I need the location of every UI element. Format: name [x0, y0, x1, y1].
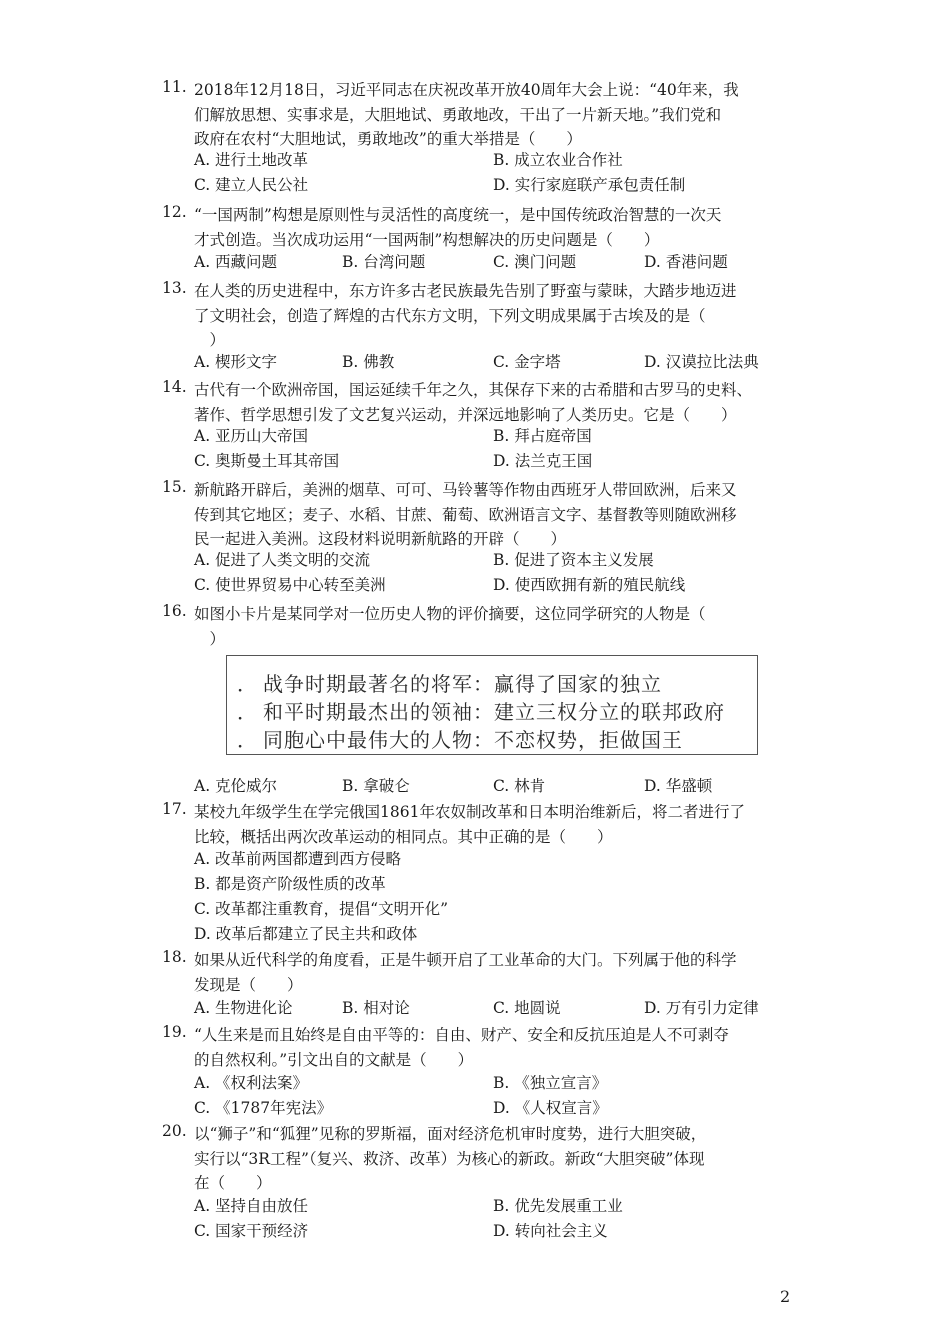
answer-option[interactable]: D. 使西欧拥有新的殖民航线 [493, 576, 686, 594]
question-text-line: 发现是（ ） [194, 975, 303, 994]
answer-option[interactable]: A. 西藏问题 [194, 253, 278, 271]
question-text-line: 在人类的历史进程中，东方许多古老民族最先告别了野蛮与蒙昧，大踏步地迈进 [194, 282, 737, 300]
question-number: 15. [162, 478, 187, 496]
answer-option[interactable]: B. 拜占庭帝国 [493, 427, 592, 445]
question-text-line: 政府在农村“大胆地试，勇敢地改”的重大举措是（ ） [194, 130, 582, 148]
question-text-line: 某校九年级学生在学完俄国1861年农奴制改革和日本明治维新后，将二者进行了 [194, 803, 745, 821]
question-number: 13. [162, 279, 187, 297]
answer-option[interactable]: A. 进行土地改革 [194, 151, 309, 169]
card-bullet: ． [237, 700, 258, 724]
question-number: 18. [162, 948, 187, 966]
question-text-line: ） [194, 629, 226, 648]
question-number: 17. [162, 800, 187, 818]
question-text-line: 了文明社会，创造了辉煌的古代东方文明，下列文明成果属于古埃及的是（ [194, 306, 706, 325]
question-text-line: 实行以“3R工程”（复兴、救济、改革）为核心的新政。新政“大胆突破”体现 [194, 1149, 705, 1168]
answer-option[interactable]: D. 万有引力定律 [644, 999, 759, 1017]
question-text-line: 比较，概括出两次改革运动的相同点。其中正确的是（ ） [194, 827, 613, 846]
answer-option[interactable]: D. 改革后都建立了民主共和政体 [194, 925, 418, 943]
question-text-line: “一国两制”构想是原则性与灵活性的高度统一，是中国传统政治智慧的一次天 [194, 206, 722, 224]
answer-option[interactable]: B. 成立农业合作社 [493, 151, 623, 169]
answer-option[interactable]: A. 亚历山大帝国 [194, 427, 309, 445]
question-text-line: 才式创造。当次成功运用“一国两制”构想解决的历史问题是（ ） [194, 230, 660, 249]
question-number: 11. [162, 78, 187, 96]
answer-option[interactable]: B. 台湾问题 [342, 253, 426, 271]
question-text-line: 新航路开辟后，美洲的烟草、可可、马铃薯等作物由西班牙人带回欧洲，后来又 [194, 481, 737, 499]
question-number: 20. [162, 1122, 187, 1140]
answer-option[interactable]: B. 都是资产阶级性质的改革 [194, 875, 386, 893]
answer-option[interactable]: D. 实行家庭联产承包责任制 [493, 176, 686, 194]
answer-option[interactable]: C. 建立人民公社 [194, 176, 309, 194]
question-text-line: “人生来是而且始终是自由平等的：自由、财产、安全和反抗压迫是人不可剥夺 [194, 1026, 729, 1044]
question-text-line: 传到其它地区；麦子、水稻、甘蔗、葡萄、欧洲语言文字、基督教等则随欧洲移 [194, 505, 737, 524]
question-text-line: 如果从近代科学的角度看，正是牛顿开启了工业革命的大门。下列属于他的科学 [194, 951, 737, 969]
answer-option[interactable]: B. 佛教 [342, 353, 395, 371]
answer-option[interactable]: C. 《1787年宪法》 [194, 1099, 333, 1117]
answer-option[interactable]: C. 澳门问题 [493, 253, 577, 271]
question-text-line: 在（ ） [194, 1174, 272, 1192]
answer-option[interactable]: C. 改革都注重教育，提倡“文明开化” [194, 900, 449, 918]
question-text-line: 著作、哲学思想引发了文艺复兴运动，并深远地影响了人类历史。它是（ ） [194, 405, 737, 424]
answer-option[interactable]: D. 香港问题 [644, 253, 728, 271]
answer-option[interactable]: A. 促进了人类文明的交流 [194, 551, 371, 569]
question-text-line: 如图小卡片是某同学对一位历史人物的评价摘要，这位同学研究的人物是（ [194, 605, 706, 623]
question-number: 19. [162, 1023, 187, 1041]
question-text-line: 2018年12月18日，习近平同志在庆祝改革开放40周年大会上说：“40年来，我 [194, 81, 739, 99]
question-text-line: 的自然权利。”引文出自的文献是（ ） [194, 1050, 474, 1069]
answer-option[interactable]: C. 奥斯曼土耳其帝国 [194, 452, 340, 470]
answer-option[interactable]: C. 林肯 [493, 777, 546, 795]
card-line: ． 战争时期最著名的将军：赢得了国家的独立 [237, 668, 662, 697]
answer-option[interactable]: C. 使世界贸易中心转至美洲 [194, 576, 386, 594]
answer-option[interactable]: A. 楔形文字 [194, 353, 278, 371]
answer-option[interactable]: B. 促进了资本主义发展 [493, 551, 654, 569]
question-number: 12. [162, 203, 187, 221]
answer-option[interactable]: A. 《权利法案》 [194, 1074, 309, 1092]
card-bullet: ． [237, 728, 258, 752]
answer-option[interactable]: B. 优先发展重工业 [493, 1197, 623, 1215]
answer-option[interactable]: D. 法兰克王国 [493, 452, 593, 470]
answer-option[interactable]: C. 国家干预经济 [194, 1222, 309, 1240]
page-number: 2 [780, 1287, 791, 1306]
question-text-line: ） [194, 331, 226, 349]
question-text-line: 以“狮子”和“狐狸”见称的罗斯福，面对经济危机审时度势，进行大胆突破， [194, 1125, 707, 1143]
question-text-line: 古代有一个欧洲帝国，国运延续千年之久，其保存下来的古希腊和古罗马的史料、 [194, 381, 753, 399]
answer-option[interactable]: C. 金字塔 [493, 353, 561, 371]
answer-option[interactable]: A. 生物进化论 [194, 999, 293, 1017]
answer-option[interactable]: A. 克伦威尔 [194, 777, 278, 795]
question-text-line: 民一起进入美洲。这段材料说明新航路的开辟（ ） [194, 530, 567, 548]
question-number: 16. [162, 602, 187, 620]
card-line: ． 和平时期最杰出的领袖：建立三权分立的联邦政府 [237, 696, 725, 725]
answer-option[interactable]: D. 《人权宣言》 [493, 1099, 608, 1117]
answer-option[interactable]: D. 华盛顿 [644, 777, 713, 795]
card-bullet: ． [237, 672, 258, 696]
answer-option[interactable]: B. 《独立宣言》 [493, 1074, 608, 1092]
evaluation-card [226, 655, 758, 755]
answer-option[interactable]: D. 转向社会主义 [493, 1222, 608, 1240]
answer-option[interactable]: D. 汉谟拉比法典 [644, 353, 759, 371]
answer-option[interactable]: A. 改革前两国都遭到西方侵略 [194, 850, 402, 868]
answer-option[interactable]: B. 相对论 [342, 999, 410, 1017]
answer-option[interactable]: A. 坚持自由放任 [194, 1197, 309, 1215]
question-text-line: 们解放思想、实事求是，大胆地试、勇敢地改，干出了一片新天地。”我们党和 [194, 105, 722, 124]
answer-option[interactable]: C. 地圆说 [493, 999, 561, 1017]
card-line: ． 同胞心中最伟大的人物：不恋权势，拒做国王 [237, 724, 683, 753]
answer-option[interactable]: B. 拿破仑 [342, 777, 410, 795]
question-number: 14. [162, 378, 187, 396]
